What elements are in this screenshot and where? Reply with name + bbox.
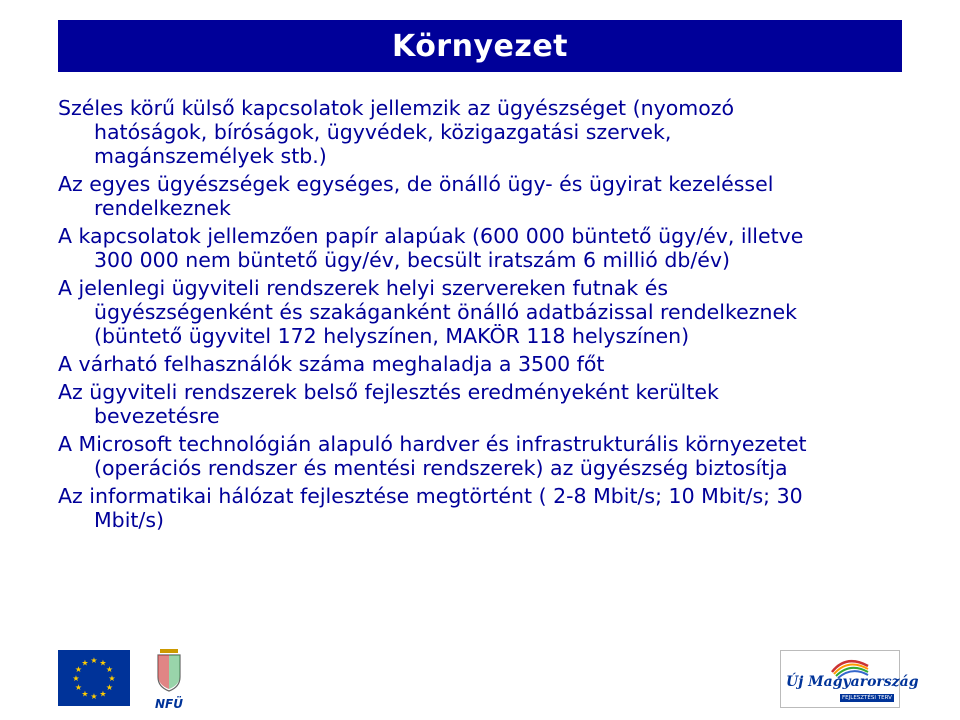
- svg-text:★: ★: [105, 683, 114, 692]
- bullet-item: Az egyes ügyészségek egységes, de önálló ügy- és ügyirat kezeléssel rendelkeznek: [58, 172, 774, 220]
- uj-magyarorszag-logo: [780, 650, 919, 708]
- bullet-item: Az ügyviteli rendszerek belső fejlesztés eredményeként kerültek bevezetésre: [58, 380, 719, 428]
- svg-text:★: ★: [99, 689, 107, 699]
- nfu-label: NFÜ: [155, 697, 183, 711]
- svg-text:★: ★: [90, 692, 98, 701]
- bullet-item: A jelenlegi ügyviteli rendszerek helyi szervereken futnak és ügyészségenként és szakáganként önálló adatbázissal rendelkeznek (büntető ügyvitel 172 helyszínen, MAKÖR 118 helyszínen): [58, 276, 797, 348]
- svg-text:★: ★: [99, 658, 107, 668]
- bullet-item: A Microsoft technológián alapuló hardver és infrastrukturális környezetet (operációs rendszer és mentési rendszerek) az ügyészség biztosítja: [58, 432, 807, 480]
- eu-flag-icon: [58, 650, 130, 706]
- title-bar: [58, 20, 902, 72]
- bullet-list: [58, 96, 848, 536]
- svg-text:★: ★: [81, 658, 89, 668]
- svg-text:★: ★: [74, 665, 83, 674]
- bullet-item: Az informatikai hálózat fejlesztése megtörtént ( 2-8 Mbit/s; 10 Mbit/s; 30 Mbit/s): [58, 484, 803, 532]
- svg-text:★: ★: [105, 665, 114, 674]
- bullet-item: A kapcsolatok jellemzően papír alapúak (600 000 büntető ügy/év, illetve 300 000 nem büntető ügy/év, becsült iratszám 6 millió db/év): [58, 224, 804, 272]
- svg-text:★: ★: [90, 656, 98, 665]
- fejlesztesi-terv-label: FEJLESZTÉSI TERV: [842, 695, 892, 701]
- svg-text:★: ★: [108, 674, 116, 683]
- uj-magyarorszag-label: Új Magyarország: [786, 674, 919, 690]
- slide-title: Környezet: [391, 28, 569, 64]
- svg-text:★: ★: [81, 689, 89, 699]
- svg-text:★: ★: [72, 674, 80, 683]
- nfu-logo: [148, 645, 190, 715]
- bullet-item: Széles körű külső kapcsolatok jellemzik az ügyészséget (nyomozó hatóságok, bíróságok, ügyvédek, közigazgatási szervek, magánszemélyek stb.): [58, 96, 735, 168]
- bullet-item: A várható felhasználók száma meghaladja a 3500 főt: [58, 352, 605, 376]
- svg-text:★: ★: [74, 683, 83, 692]
